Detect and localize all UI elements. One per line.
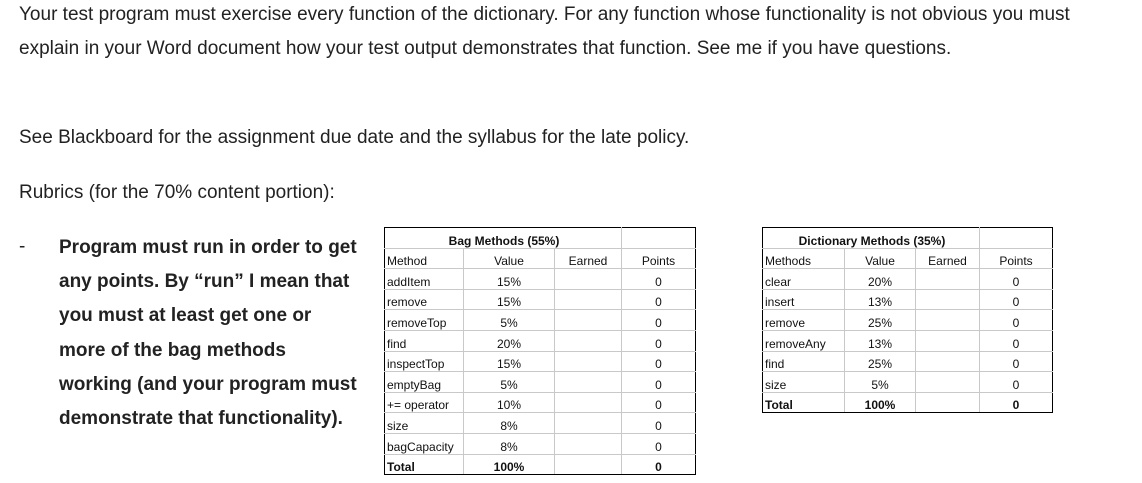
dict-cell-earned: [916, 392, 980, 413]
bag-cell-earned: [555, 372, 622, 393]
bag-cell-earned: Earned: [555, 248, 622, 269]
bag-row: [385, 433, 696, 454]
bag-cell-method: removeTop: [385, 310, 464, 331]
dictionary-methods-table: [762, 227, 1053, 413]
bag-cell-points: 0: [622, 454, 696, 475]
bag-cell-points: 0: [622, 289, 696, 310]
dict-cell-earned: [916, 269, 980, 290]
dict-cell-value: 25%: [845, 310, 916, 331]
bag-cell-value: 20%: [464, 330, 555, 351]
dict-row: [763, 372, 1053, 393]
bullet-marker: -: [19, 236, 26, 257]
bag-cell-value: 8%: [464, 433, 555, 454]
bag-cell-earned: [555, 454, 622, 475]
bag-cell-earned: [555, 310, 622, 331]
bag-cell-method: inspectTop: [385, 351, 464, 372]
dict-cell-method: remove: [763, 310, 845, 331]
dict-header-row: [763, 248, 1053, 269]
bag-cell-method: Total: [385, 454, 464, 475]
bag-row: [385, 413, 696, 434]
dict-cell-earned: [916, 289, 980, 310]
intro-paragraph: Your test program must exercise every function of the dictionary. For any function whose functionality is not obvious you must explain in your Word document how your test output demonstrates that function. See me if you have questions.: [19, 4, 1070, 59]
dict-cell-value: 5%: [845, 372, 916, 393]
dict-cell-points: 0: [980, 372, 1053, 393]
bag-cell-earned: [555, 392, 622, 413]
bag-header-row: [385, 248, 696, 269]
bag-row: [385, 269, 696, 290]
bag-title: Bag Methods (55%): [385, 228, 622, 249]
dict-cell-method: clear: [763, 269, 845, 290]
dict-cell-earned: [916, 372, 980, 393]
dict-cell-earned: [916, 330, 980, 351]
bag-cell-points: 0: [622, 413, 696, 434]
dict-row: [763, 330, 1053, 351]
bag-cell-points: 0: [622, 351, 696, 372]
bag-row: [385, 330, 696, 351]
bag-row: [385, 310, 696, 331]
bag-cell-points: Points: [622, 248, 696, 269]
bag-cell-value: 8%: [464, 413, 555, 434]
bag-cell-value: 5%: [464, 372, 555, 393]
bag-row: [385, 289, 696, 310]
bag-row: [385, 392, 696, 413]
dict-row: [763, 351, 1053, 372]
bag-cell-value: 15%: [464, 269, 555, 290]
dict-cell-points: 0: [980, 289, 1053, 310]
bag-cell-method: remove: [385, 289, 464, 310]
bag-cell-earned: [555, 351, 622, 372]
bag-cell-method: bagCapacity: [385, 433, 464, 454]
dict-cell-points: Points: [980, 248, 1053, 269]
bag-cell-value: 15%: [464, 289, 555, 310]
bag-cell-method: find: [385, 330, 464, 351]
bag-cell-points: 0: [622, 392, 696, 413]
dict-title: Dictionary Methods (35%): [763, 228, 980, 249]
bag-cell-points: 0: [622, 310, 696, 331]
bag-row: [385, 372, 696, 393]
bag-cell-earned: [555, 289, 622, 310]
dict-row: [763, 269, 1053, 290]
dict-cell-method: size: [763, 372, 845, 393]
dict-cell-method: Total: [763, 392, 845, 413]
bag-cell-value: 15%: [464, 351, 555, 372]
dict-cell-value: 100%: [845, 392, 916, 413]
dict-cell-earned: Earned: [916, 248, 980, 269]
bag-cell-points: 0: [622, 269, 696, 290]
dict-cell-method: find: [763, 351, 845, 372]
bag-cell-method: size: [385, 413, 464, 434]
dict-cell-value: 25%: [845, 351, 916, 372]
dict-cell-value: Value: [845, 248, 916, 269]
dict-row: [763, 289, 1053, 310]
dict-cell-method: Methods: [763, 248, 845, 269]
dict-cell-points: 0: [980, 392, 1053, 413]
bag-cell-points: 0: [622, 372, 696, 393]
bag-total-row: [385, 454, 696, 475]
dict-cell-value: 13%: [845, 289, 916, 310]
bag-cell-value: 100%: [464, 454, 555, 475]
dict-cell-earned: [916, 351, 980, 372]
bag-cell-earned: [555, 269, 622, 290]
bag-cell-earned: [555, 433, 622, 454]
dict-total-row: [763, 392, 1053, 413]
bag-cell-points: 0: [622, 330, 696, 351]
dict-cell-points: 0: [980, 269, 1053, 290]
dict-cell-points: 0: [980, 330, 1053, 351]
dict-cell-value: 20%: [845, 269, 916, 290]
bag-cell-earned: [555, 413, 622, 434]
dict-row: [763, 310, 1053, 331]
bag-cell-method: += operator: [385, 392, 464, 413]
dict-title-spacer: [980, 228, 1053, 249]
rubrics-heading: Rubrics (for the 70% content portion):: [19, 182, 335, 203]
bag-cell-earned: [555, 330, 622, 351]
bullet-requirement-text: Program must run in order to get any points. By “run” I mean that you must at least get one or more of the bag methods working (and your program must demonstrate that functionality).: [59, 237, 357, 430]
dict-cell-points: 0: [980, 351, 1053, 372]
bag-cell-method: Method: [385, 248, 464, 269]
dict-cell-method: insert: [763, 289, 845, 310]
bag-cell-method: emptyBag: [385, 372, 464, 393]
dict-cell-earned: [916, 310, 980, 331]
bag-methods-table: [384, 227, 696, 475]
bag-row: [385, 351, 696, 372]
bag-cell-method: addItem: [385, 269, 464, 290]
dict-cell-value: 13%: [845, 330, 916, 351]
due-date-paragraph: See Blackboard for the assignment due date and the syllabus for the late policy.: [19, 127, 690, 148]
bag-cell-value: 5%: [464, 310, 555, 331]
bag-cell-value: 10%: [464, 392, 555, 413]
dict-cell-method: removeAny: [763, 330, 845, 351]
bag-cell-points: 0: [622, 433, 696, 454]
bag-title-spacer: [622, 228, 696, 249]
bag-cell-value: Value: [464, 248, 555, 269]
dict-cell-points: 0: [980, 310, 1053, 331]
